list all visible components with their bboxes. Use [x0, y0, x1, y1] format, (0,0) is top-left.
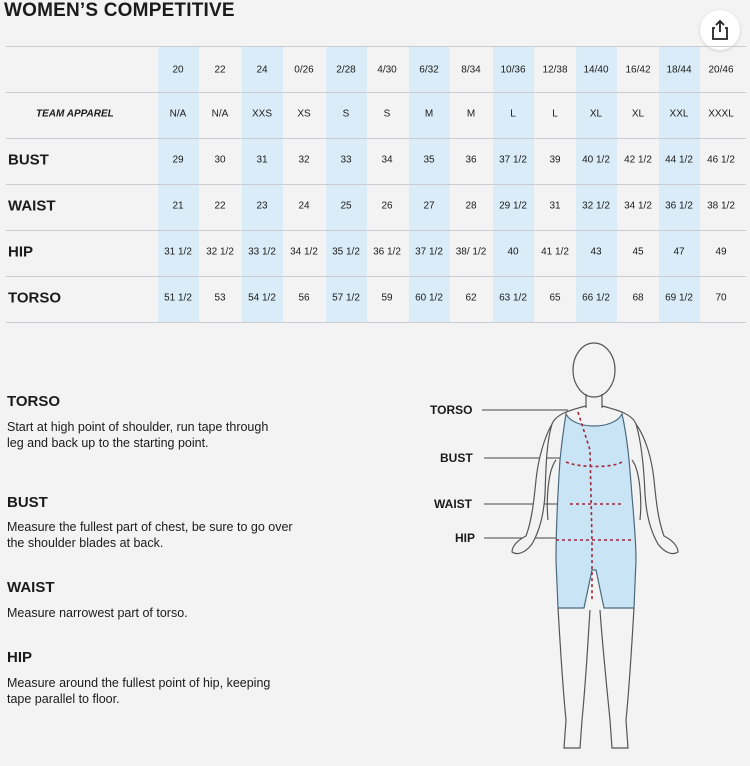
measurement-cell: 23	[256, 200, 268, 212]
measurement-cell: 49	[715, 246, 727, 258]
row-label: WAIST	[8, 197, 56, 215]
instruction-text-torso: Start at high point of shoulder, run tape through leg and back up to the starting point.	[7, 420, 269, 450]
row-label: BUST	[8, 151, 49, 169]
measurement-cell: 28	[465, 200, 477, 212]
measurement-cell: 32	[298, 154, 310, 166]
size-header-cell: 8/34	[461, 64, 481, 76]
measurement-cell: 35	[423, 154, 435, 166]
team-apparel-cell: L	[510, 108, 516, 120]
measurement-cell: 41 1/2	[541, 246, 569, 258]
measurement-cell: 33 1/2	[248, 246, 276, 258]
size-header-cell: 12/38	[542, 64, 568, 76]
size-header-cell: 20	[172, 64, 184, 76]
size-header-cell: 2/28	[336, 64, 356, 76]
measurement-cell: 45	[632, 246, 644, 258]
size-header-cell: 6/32	[419, 64, 439, 76]
size-header-cell: 24	[256, 64, 268, 76]
measurement-cell: 31 1/2	[164, 246, 192, 258]
measurement-cell: 34 1/2	[290, 246, 318, 258]
instruction-heading-torso: TORSO	[7, 393, 61, 410]
measurement-cell: 42 1/2	[624, 154, 652, 166]
measurement-cell: 65	[549, 292, 561, 304]
size-header-cell: 10/36	[500, 64, 526, 76]
measurement-cell: 32 1/2	[206, 246, 234, 258]
measurement-cell: 21	[172, 200, 184, 212]
measurement-cell: 70	[715, 292, 727, 304]
measurement-cell: 53	[214, 292, 226, 304]
measurement-cell: 30	[214, 154, 226, 166]
team-apparel-cell: S	[383, 108, 391, 120]
measurement-cell: 34 1/2	[624, 200, 652, 212]
measurement-cell: 29 1/2	[499, 200, 527, 212]
measurement-cell: 36	[465, 154, 477, 166]
measurement-cell: 63 1/2	[499, 292, 527, 304]
team-apparel-cell: XXL	[669, 108, 689, 120]
measurement-cell: 22	[214, 200, 226, 212]
measurement-cell: 38 1/2	[707, 200, 735, 212]
team-apparel-cell: XL	[589, 108, 603, 120]
measurement-cell: 38/ 1/2	[455, 246, 487, 258]
measurement-cell: 54 1/2	[248, 292, 276, 304]
measurement-cell: 62	[465, 292, 477, 304]
size-header-cell: 14/40	[583, 64, 609, 76]
instruction-text-bust: Measure the fullest part of chest, be sure to go over the shoulder blades at back.	[7, 520, 293, 550]
team-apparel-cell: XL	[631, 108, 645, 120]
team-apparel-cell: M	[424, 108, 434, 120]
team-apparel-cell: XXS	[251, 108, 273, 120]
measurement-cell: 51 1/2	[164, 292, 192, 304]
team-apparel-cell: XS	[297, 108, 311, 120]
instruction-heading-hip: HIP	[7, 649, 33, 666]
team-apparel-cell: M	[466, 108, 476, 120]
measurement-cell: 39	[549, 154, 561, 166]
size-header-cell: 18/44	[666, 64, 692, 76]
measurement-cell: 66 1/2	[582, 292, 610, 304]
figure-label-hip: HIP	[455, 531, 476, 545]
team-apparel-cell: N/A	[169, 108, 187, 120]
measurement-cell: 40 1/2	[582, 154, 610, 166]
measurement-cell: 47	[673, 246, 685, 258]
figure-label-torso: TORSO	[430, 403, 473, 417]
instruction-text-hip: Measure around the fullest point of hip, keeping tape parallel to floor.	[7, 676, 271, 706]
measurement-cell: 31	[549, 200, 561, 212]
measurement-cell: 46 1/2	[707, 154, 735, 166]
measurement-cell: 56	[298, 292, 310, 304]
measurement-cell: 27	[423, 200, 435, 212]
size-header-cell: 22	[214, 64, 226, 76]
measurement-cell: 44 1/2	[665, 154, 693, 166]
measurement-cell: 59	[381, 292, 393, 304]
measurement-cell: 33	[340, 154, 352, 166]
measurement-cell: 35 1/2	[332, 246, 360, 258]
measurement-cell: 29	[172, 154, 184, 166]
row-label: TORSO	[8, 289, 62, 307]
measurement-cell: 37 1/2	[499, 154, 527, 166]
measurement-cell: 36 1/2	[665, 200, 693, 212]
measurement-cell: 32 1/2	[582, 200, 610, 212]
instruction-text-waist: Measure narrowest part of torso.	[7, 606, 188, 620]
measurement-cell: 36 1/2	[373, 246, 401, 258]
measurement-cell: 24	[298, 200, 310, 212]
figure-label-waist: WAIST	[434, 497, 472, 511]
page-title: WOMEN’S COMPETITIVE	[4, 0, 235, 21]
team-apparel-cell: L	[552, 108, 558, 120]
measurement-cell: 43	[590, 246, 602, 258]
size-header-cell: 4/30	[377, 64, 397, 76]
measurement-cell: 40	[507, 246, 519, 258]
instruction-heading-waist: WAIST	[7, 579, 55, 596]
measurement-cell: 69 1/2	[665, 292, 693, 304]
measurement-cell: 60 1/2	[415, 292, 443, 304]
measurement-cell: 57 1/2	[332, 292, 360, 304]
size-header-cell: 20/46	[708, 64, 734, 76]
measurement-cell: 68	[632, 292, 644, 304]
measurement-cell: 34	[381, 154, 393, 166]
size-header-cell: 0/26	[294, 64, 314, 76]
measurement-cell: 37 1/2	[415, 246, 443, 258]
measurement-cell: 25	[340, 200, 352, 212]
team-apparel-label: TEAM APPAREL	[36, 108, 114, 120]
measurement-cell: 26	[381, 200, 393, 212]
team-apparel-cell: XXXL	[708, 108, 734, 120]
team-apparel-cell: S	[342, 108, 350, 120]
measurement-cell: 31	[256, 154, 268, 166]
size-header-cell: 16/42	[625, 64, 651, 76]
figure-label-bust: BUST	[440, 451, 473, 465]
row-label: HIP	[8, 243, 34, 261]
instruction-heading-bust: BUST	[7, 494, 48, 511]
team-apparel-cell: N/A	[211, 108, 229, 120]
